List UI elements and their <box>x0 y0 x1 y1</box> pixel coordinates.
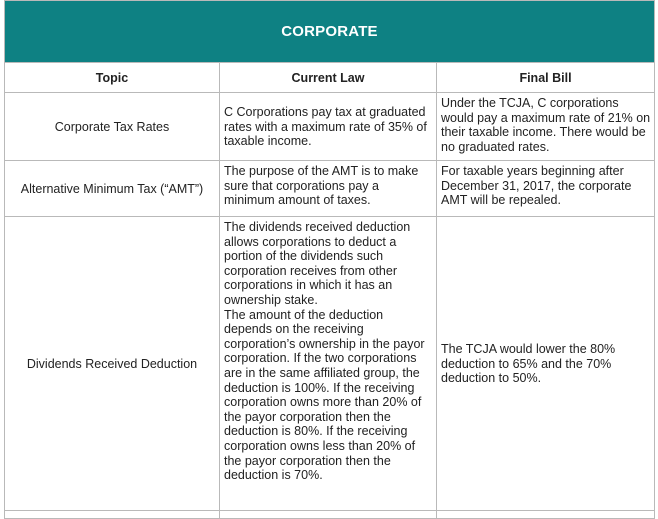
current-law-cell <box>220 93 437 161</box>
empty-cell <box>437 511 655 519</box>
topic-cell: Alternative Minimum Tax (“AMT”) <box>5 161 220 217</box>
final-bill-cell: Under the TCJA, C corporations would pay a maximum rate of 21% on their taxable income. There would be no graduated rates. <box>437 93 655 161</box>
column-header-final-bill: Final Bill <box>437 63 655 93</box>
empty-cell <box>220 511 437 519</box>
current-law-text: The purpose of the AMT is to make sure that corporations pay a minimum amount of taxes. <box>224 164 419 208</box>
current-law-cell <box>220 161 437 217</box>
table-row <box>5 93 655 161</box>
final-bill-cell: For taxable years beginning after December 31, 2017, the corporate AMT will be repealed. <box>437 161 655 217</box>
section-banner: CORPORATE <box>5 1 655 63</box>
tax-comparison-table <box>4 0 655 519</box>
column-header-current-law: Current Law <box>220 63 437 93</box>
current-law-text: The dividends received deduction allows corporations to deduct a portion of the dividends such corporation receives from other corporations in which it has an ownership stake. <box>224 220 411 307</box>
current-law-cell <box>220 217 437 511</box>
column-header-topic: Topic <box>5 63 220 93</box>
empty-cell <box>5 511 220 519</box>
table-row-cut-off <box>5 511 655 519</box>
topic-cell: Dividends Received Deduction <box>5 217 220 511</box>
table-row <box>5 217 655 511</box>
current-law-text: The amount of the deduction depends on the receiving corporation’s ownership in the payor corporation. If the two corporations are in the same affiliated group, the deduction is 100%. If the receiving corporation owns more than 20% of the payor corporation then the deduction is 80%. If the receiving corporation owns less than 20% of the payor corporation then the deduction is 70%. <box>224 307 425 483</box>
final-bill-cell: The TCJA would lower the 80% deduction to 65% and the 70% deduction to 50%. <box>437 217 655 511</box>
table-row <box>5 161 655 217</box>
header-row <box>5 63 655 93</box>
topic-cell: Corporate Tax Rates <box>5 93 220 161</box>
banner-row <box>5 1 655 63</box>
current-law-text: C Corporations pay tax at graduated rates with a maximum rate of 35% of taxable income. <box>224 105 427 149</box>
